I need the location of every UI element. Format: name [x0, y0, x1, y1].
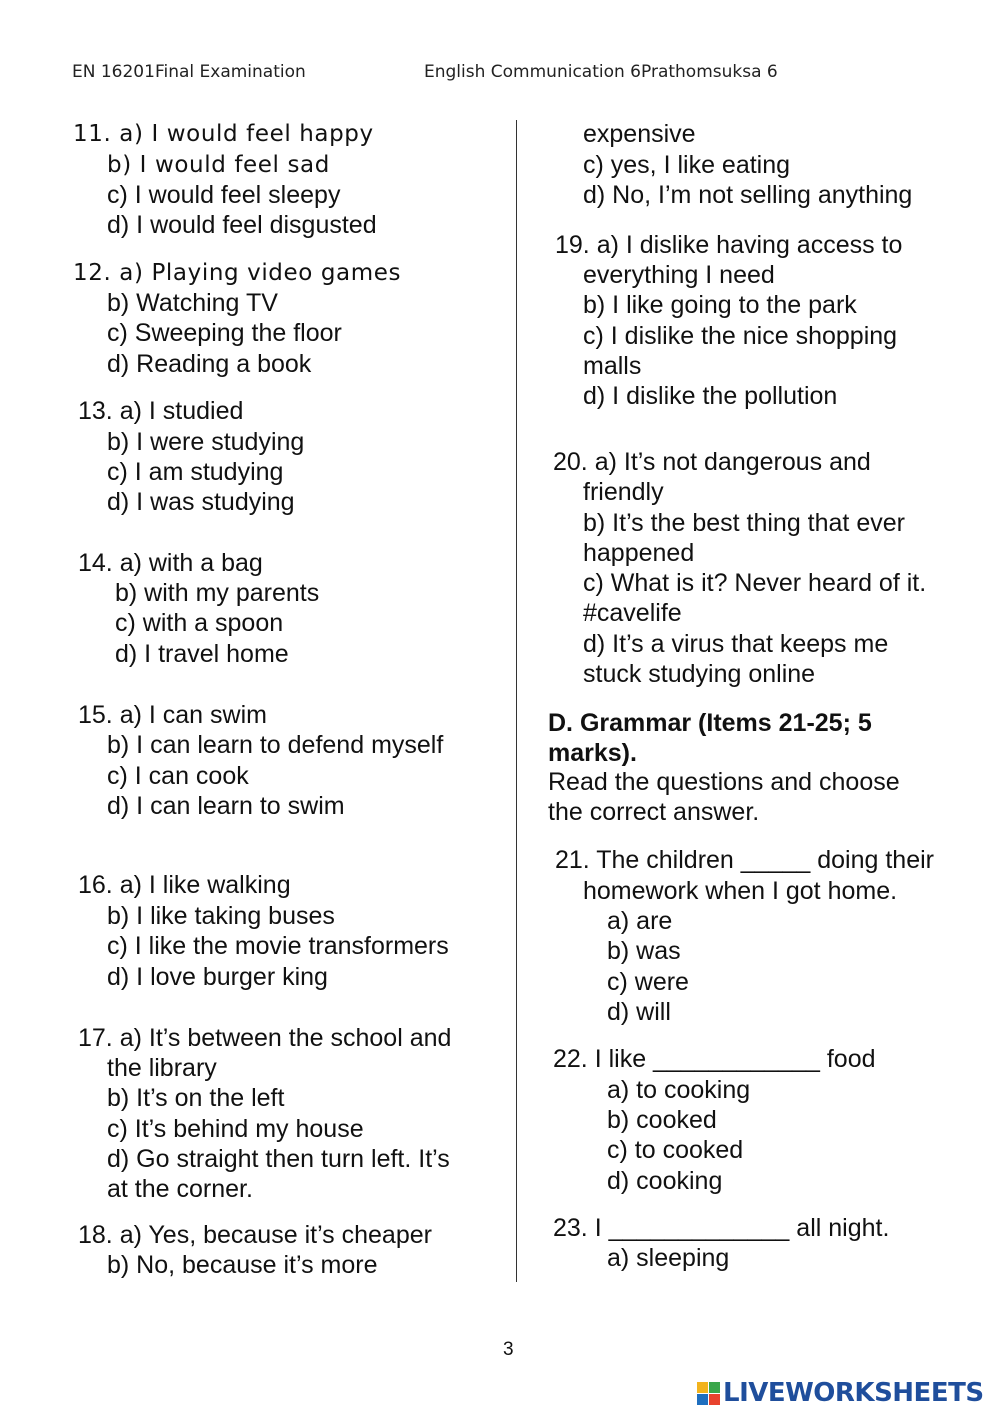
q11-a: 11. a) I would feel happy — [73, 121, 374, 147]
q23-stem: 23. I _____________ all night. — [553, 1214, 890, 1242]
q16-b: b) I like taking buses — [107, 902, 335, 930]
q12-a: 12. a) Playing video games — [73, 260, 402, 286]
q17-d-cont: at the corner. — [107, 1175, 253, 1203]
q17-a: 17. a) It’s between the school and — [78, 1024, 452, 1052]
liveworksheets-logo-text: LIVEWORKSHEETS — [723, 1378, 984, 1408]
q17-b: b) It’s on the left — [107, 1084, 285, 1112]
section-d-instruction: Read the questions and choose — [548, 768, 900, 796]
liveworksheets-logo — [697, 1376, 984, 1410]
q16-c: c) I like the movie transformers — [107, 932, 449, 960]
q23-a: a) sleeping — [607, 1244, 730, 1272]
section-d-title-cont: marks). — [548, 739, 637, 767]
q20-c-cont: #cavelife — [583, 599, 682, 627]
q21-d: d) will — [607, 998, 671, 1026]
header-right: English Communication 6Prathomsuksa 6 — [424, 62, 778, 82]
q15-c: c) I can cook — [107, 762, 249, 790]
liveworksheets-logo-icon — [697, 1382, 720, 1405]
q18-b-cont: expensive — [583, 120, 696, 148]
column-divider — [516, 120, 517, 1282]
q19-c-cont: malls — [583, 352, 642, 380]
q17-d: d) Go straight then turn left. It’s — [107, 1145, 450, 1173]
q21-b: b) was — [607, 937, 681, 965]
q21-stem: 21. The children _____ doing their — [555, 846, 934, 874]
q20-b-cont: happened — [583, 539, 695, 567]
q19-d: d) I dislike the pollution — [583, 382, 838, 410]
q18-a: 18. a) Yes, because it’s cheaper — [78, 1221, 432, 1249]
q19-a: 19. a) I dislike having access to — [555, 231, 903, 259]
q16-d: d) I love burger king — [107, 963, 328, 991]
q19-b: b) I like going to the park — [583, 291, 857, 319]
q14-b: b) with my parents — [115, 579, 320, 607]
q22-b: b) cooked — [607, 1106, 717, 1134]
q22-c: c) to cooked — [607, 1136, 744, 1164]
q11-c: c) I would feel sleepy — [107, 181, 341, 209]
q14-d: d) I travel home — [115, 640, 289, 668]
q20-a: 20. a) It’s not dangerous and — [553, 448, 871, 476]
q13-c: c) I am studying — [107, 458, 284, 486]
q17-a-cont: the library — [107, 1054, 217, 1082]
q20-a-cont: friendly — [583, 478, 664, 506]
q11-d: d) I would feel disgusted — [107, 211, 377, 239]
q20-d: d) It’s a virus that keeps me — [583, 630, 889, 658]
q21-stem-cont: homework when I got home. — [583, 877, 898, 905]
q15-b: b) I can learn to defend myself — [107, 731, 444, 759]
q18-b: b) No, because it’s more — [107, 1251, 378, 1279]
q13-b: b) I were studying — [107, 428, 305, 456]
q21-a: a) are — [607, 907, 673, 935]
q21-c: c) were — [607, 968, 689, 996]
q12-d: d) Reading a book — [107, 350, 312, 378]
q19-c: c) I dislike the nice shopping — [583, 322, 898, 350]
q20-d-cont: stuck studying online — [583, 660, 816, 688]
q14-a: 14. a) with a bag — [78, 549, 263, 577]
page-number: 3 — [503, 1339, 514, 1360]
section-d-instruction-cont: the correct answer. — [548, 798, 760, 826]
q13-a: 13. a) I studied — [78, 397, 244, 425]
section-d-title: D. Grammar (Items 21-25; 5 — [548, 709, 872, 737]
q15-a: 15. a) I can swim — [78, 701, 267, 729]
q18-c: c) yes, I like eating — [583, 151, 791, 179]
q16-a: 16. a) I like walking — [78, 871, 291, 899]
q15-d: d) I can learn to swim — [107, 792, 345, 820]
header-left: EN 16201Final Examination — [72, 62, 306, 82]
q19-a-cont: everything I need — [583, 261, 775, 289]
q13-d: d) I was studying — [107, 488, 295, 516]
q11-b: b) I would feel sad — [107, 152, 330, 178]
q22-stem: 22. I like ____________ food — [553, 1045, 876, 1073]
q14-c: c) with a spoon — [115, 609, 284, 637]
q12-c: c) Sweeping the floor — [107, 319, 342, 347]
q20-b: b) It’s the best thing that ever — [583, 509, 905, 537]
q17-c: c) It’s behind my house — [107, 1115, 364, 1143]
q22-d: d) cooking — [607, 1167, 723, 1195]
q22-a: a) to cooking — [607, 1076, 751, 1104]
q20-c: c) What is it? Never heard of it. — [583, 569, 927, 597]
q12-b: b) Watching TV — [107, 289, 278, 317]
q18-d: d) No, I’m not selling anything — [583, 181, 913, 209]
